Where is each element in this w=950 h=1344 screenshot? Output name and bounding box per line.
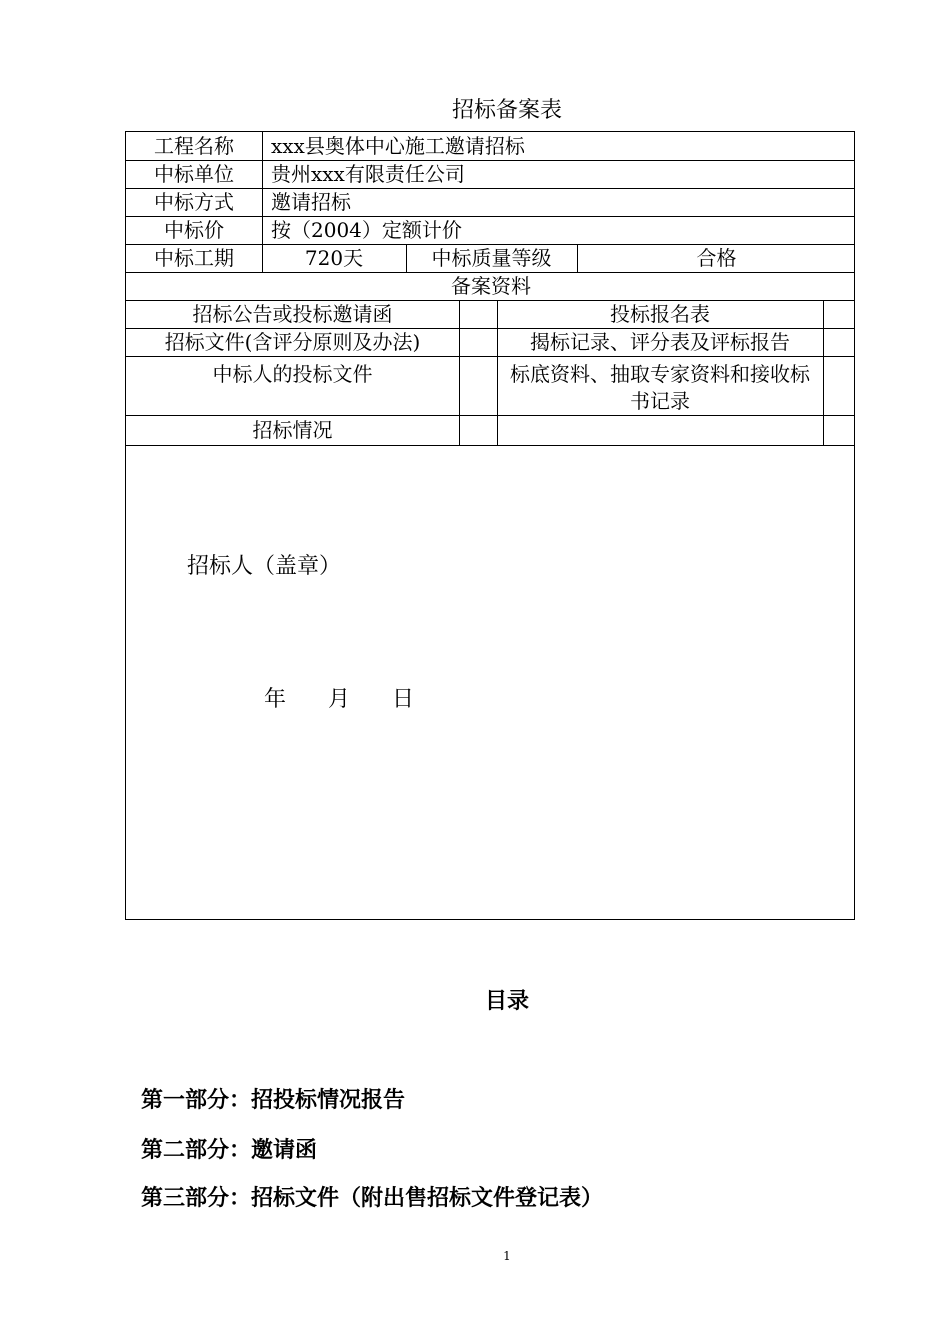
filing-item: 招标公告或投标邀请函 [192,302,393,326]
column-divider [823,300,824,445]
filing-item: 中标人的投标文件 [212,362,373,386]
period-label: 中标工期 [154,246,234,270]
filing-item: 投标报名表 [610,302,710,326]
quality-label: 中标质量等级 [431,246,552,270]
row-divider [126,356,854,357]
winning-price-value: 按（2004）定额计价 [271,218,462,242]
quality-value: 合格 [696,246,737,270]
column-divider [459,300,460,445]
date-month: 月 [328,687,351,712]
signature-label: 招标人（盖章） [187,554,342,579]
project-name-label: 工程名称 [154,134,234,158]
winning-unit-value: 贵州xxx有限责任公司 [271,162,465,186]
date-year: 年 [264,687,287,712]
row-divider [126,415,854,416]
filing-item: 标底资料、抽取专家资料和接收标书记录 [510,362,810,413]
page-number: 1 [503,1249,511,1263]
winning-unit-label: 中标单位 [154,162,234,186]
winning-method-label: 中标方式 [154,190,234,214]
filing-item: 揭标记录、评分表及评标报告 [530,330,790,354]
project-name-value: xxx县奥体中心施工邀请招标 [271,134,525,158]
winning-method-value: 邀请招标 [271,190,351,214]
form-title: 招标备案表 [451,98,562,123]
row-divider [126,445,854,446]
toc-item: 第一部分：招投标情况报告 [141,1087,406,1113]
date-day: 日 [392,687,415,712]
filing-item: 招标情况 [252,418,333,442]
filing-item: 招标文件(含评分原则及办法) [164,330,421,354]
period-value: 720天 [304,246,364,270]
toc-item: 第三部分：招标文件（附出售招标文件登记表） [141,1185,604,1211]
filing-header: 备案资料 [451,274,531,298]
toc-title: 目录 [484,988,529,1014]
winning-price-label: 中标价 [164,218,224,242]
filing-form-table [125,131,855,920]
toc-item: 第二部分：邀请函 [141,1137,318,1163]
